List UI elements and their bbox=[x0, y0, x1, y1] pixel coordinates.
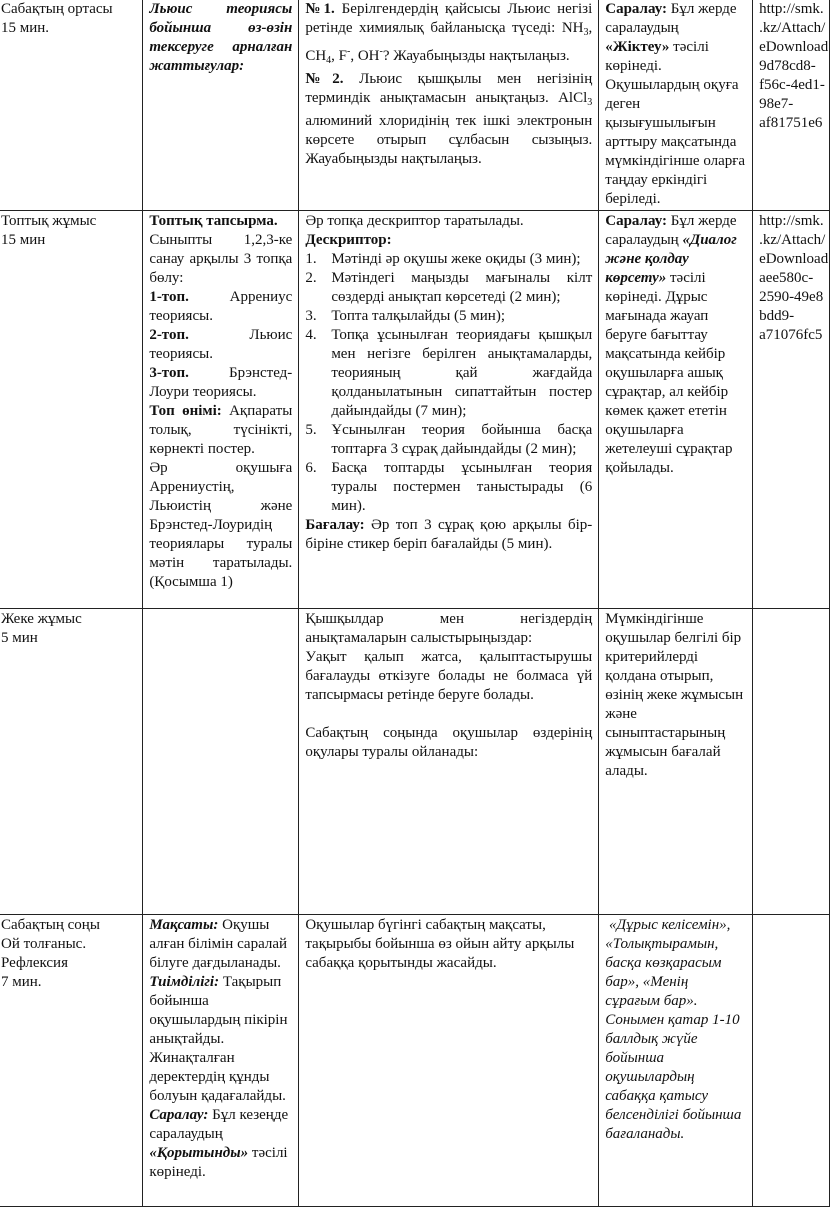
resource-cell[interactable] bbox=[753, 211, 830, 609]
assessment-cell bbox=[599, 609, 753, 915]
stage-name: Сабақтың соңы bbox=[1, 917, 100, 933]
stage-cell bbox=[0, 211, 143, 609]
activity-cell bbox=[143, 609, 299, 915]
individual-work-cell bbox=[299, 609, 599, 915]
task-1: №1. Берілгендердің қайсысы Льюис негізі ретінде химиялық байланысқа түседі: $NH_3$, $CH_4$, F-, OH-? Жауабыңызды нақтылаңыз. bbox=[305, 1, 593, 66]
descriptor-cell bbox=[299, 211, 599, 609]
tasks-cell bbox=[299, 0, 599, 211]
effectiveness-note: Тиімділігі: Тақырып бойынша оқушылардың пікірін анықтайды. Жинақталған деректердің құнды болуын қадағалайды. bbox=[149, 974, 288, 1104]
stage-subtitle-2: Рефлексия bbox=[1, 955, 68, 971]
descriptor-intro: Әр топқа дескриптор таратылады. bbox=[305, 213, 524, 229]
descriptor-list bbox=[305, 250, 592, 516]
list-item: 4. Топқа ұсынылған теориядағы қышқыл мен негізге берілген анықтамаларды, теорияның қай жағдайда қолданылатынын сипаттайтын постер дайындайды (7 мин); bbox=[305, 327, 593, 419]
differentiation-cell: Саралау: Бұл жерде саралаудың «Диалог және қолдау көрсету» тәсілі көрінеді. Дұрыс мағынада жауап беруге бағыттау мақсатында кейбір оқушыларға ашық сұрақтар, ал кейбір көмек қажет ететін оқушыларға жетелеуші сұрақтар қойылады. bbox=[599, 211, 753, 609]
stage-time: 15 мин. bbox=[1, 20, 50, 36]
group-product: Топ өнімі: Ақпараты толық, түсінікті, көрнекті постер. bbox=[149, 403, 293, 457]
task-intro: Сыныпты 1,2,3-ке санау арқылы 3 топқа бөлу: bbox=[149, 232, 293, 286]
table-row bbox=[0, 211, 830, 609]
list-item: 3. Топта талқылайды (5 мин); bbox=[305, 308, 505, 324]
list-item: 6. Басқа топтарды ұсынылған теория туралы постермен таныстырады (6 мин). bbox=[305, 460, 593, 514]
assessment-note: Бағалау: Әр топ 3 сұрақ қою арқылы бір-біріне стикер беріп бағалайды (5 мин). bbox=[305, 517, 593, 552]
differentiation-note: Саралау: Бұл кезеңде саралаудың «Қорытынды» тәсілі көрінеді. bbox=[149, 1107, 289, 1180]
group-3: 3-топ. Брэнстед-Лоури теориясы. bbox=[149, 365, 293, 400]
resource-link[interactable]: http://smk. .kz/Attach/ eDownload aee580c- 2590-49e8 bdd9- a71076fc5 bbox=[759, 213, 829, 343]
resource-cell bbox=[753, 609, 830, 915]
stage-time: 15 мин bbox=[1, 232, 46, 248]
task-title: Топтық тапсырма. bbox=[149, 213, 278, 229]
summary-cell bbox=[299, 915, 599, 1207]
activity-title: Льюис теориясы бойынша өз-өзін тексеруге арналған жаттығулар: bbox=[149, 1, 293, 74]
stage-name: Топтық жұмыс bbox=[1, 213, 97, 229]
list-item: 2. Мәтіндегі маңызды мағыналы кілт сөздерді анықтап көрсетеді (2 мин); bbox=[305, 270, 593, 305]
phrases-cell bbox=[599, 915, 753, 1207]
stage-cell bbox=[0, 915, 143, 1207]
group-1: 1-топ. Аррениус теориясы. bbox=[149, 289, 293, 324]
summary-text: Оқушылар бүгінгі сабақтың мақсаты, тақырыбы бойынша өз ойын айту арқылы сабаққа қорытынды жасайды. bbox=[305, 917, 575, 971]
differentiation-cell: Саралау: Бұл жерде саралаудың «Жіктеу» тәсілі көрінеді. Оқушылардың оқуға деген қызығушылығын арттыру мақсатында мүмкіндігінше оларға таңдау еркіндігі беріледі. bbox=[599, 0, 753, 211]
stage-time: 5 мин bbox=[1, 630, 38, 646]
stage-cell bbox=[0, 0, 143, 211]
activity-cell bbox=[143, 0, 299, 211]
compare-task: Қышқылдар мен негіздердің анықтамаларын салыстырыңыздар: bbox=[305, 611, 593, 646]
resource-cell bbox=[753, 915, 830, 1207]
list-item: 1. Мәтінді әр оқушы жеке оқиды (3 мин); bbox=[305, 251, 581, 267]
descriptor-label: Дескриптор: bbox=[305, 232, 392, 248]
time-note: Уақыт қалып жатса, қалыптастырушы бағалауды өткізуге болады не болмаса үй тапсырмасы ретінде беруге болады. bbox=[305, 649, 593, 703]
table-row bbox=[0, 609, 830, 915]
list-item: 5. Ұсынылған теория бойынша басқа топтарға 3 сұрақ дайындайды (2 мин); bbox=[305, 422, 593, 457]
resource-link[interactable]: http://smk. .kz/Attach/ eDownload 9d78cd8- f56c-4ed1- 98e7- af81751e6 bbox=[759, 1, 829, 131]
table-row bbox=[0, 0, 830, 211]
assessment-text: Мүмкіндігінше оқушылар белгілі бір критерийлерді қолдана отырып, өзінің жеке жұмысын және сыныптастарының жұмысын бағалай алады. bbox=[605, 611, 744, 779]
table-row bbox=[0, 915, 830, 1207]
resource-cell[interactable] bbox=[753, 0, 830, 211]
group-2: 2-топ. Льюис теориясы. bbox=[149, 327, 293, 362]
task-2: №2. Льюис қышқылы мен негізінің терминдік анықтамасын анықтаңыз. AlCl$_3$ алюминий хлоридінің тек ішкі электронын көрсете отырып сұлбасын сызыңыз. Жауабыңызды нақтылаңыз. bbox=[305, 71, 593, 167]
stage-subtitle: Ой толғаныс. bbox=[1, 936, 87, 952]
stage-name: Жеке жұмыс bbox=[1, 611, 82, 627]
stage-name: Сабақтың ортасы bbox=[1, 1, 113, 17]
goal-note: Мақсаты: Оқушы алған білімін саралай білуге дағдыланады. bbox=[149, 917, 288, 971]
activity-cell bbox=[143, 915, 299, 1207]
stage-time: 7 мин. bbox=[1, 974, 42, 990]
phrases-text: «Дұрыс келісемін», «Толықтырамын, басқа көзқарасым бар», «Менің сұрағым бар». Сонымен қатар 1-10 баллдық жүйе бойынша оқушылардың сабаққа қатысу белсенділігі бойынша бағаланады. bbox=[605, 917, 746, 1142]
activity-cell bbox=[143, 211, 299, 609]
reflection-note: Сабақтың соңында оқушылар өздерінің оқулары туралы ойланады: bbox=[305, 725, 593, 760]
handout-note: Әр оқушыға Аррениустің, Льюистің және Брэнстед-Лоуридің теориялары туралы мәтін таратылады. (Қосымша 1) bbox=[149, 460, 293, 590]
stage-cell bbox=[0, 609, 143, 915]
